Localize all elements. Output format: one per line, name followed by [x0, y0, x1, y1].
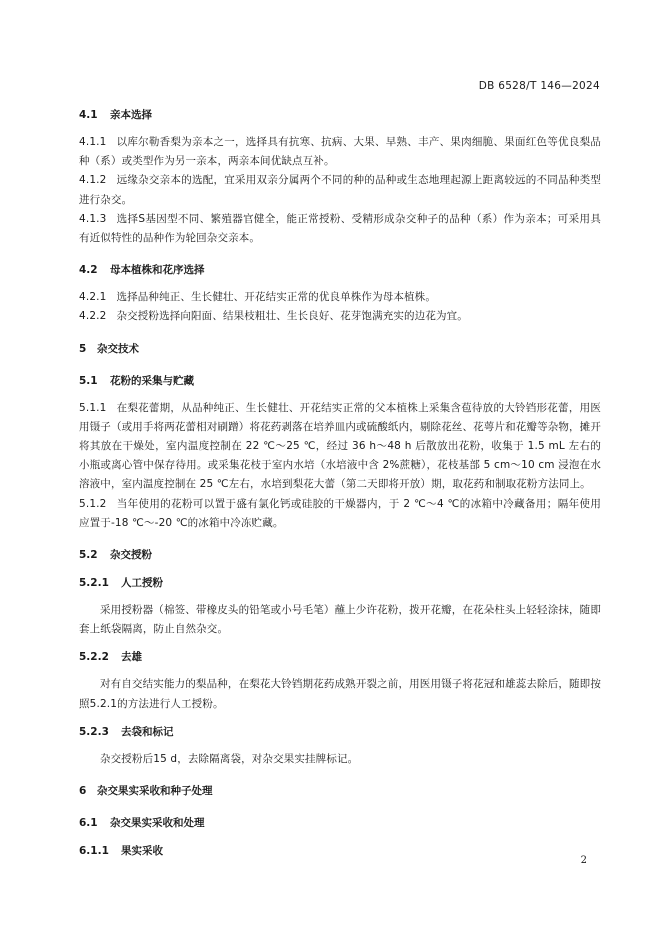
clause-5-1-1: 5.1.1 在梨花蕾期，从品种纯正、生长健壮、开花结实正常的父本植株上采集含苞待放的大铃铛形花蕾，用医用镊子（或用手将两花蕾相对刷蹭）将花药剥落在培养皿内或硫酸纸内，剔除花丝、花萼片和花瓣等杂物，摊开将其放在干燥处，室内温度控制在 22 ℃～25 ℃，经过 36 h～48 h 后散放出花粉，收集于 1.5 mL 左右的小瓶或离心管中保存待用。或采集花枝于室内水培（水培液中含 2%蔗糖），花枝基部 5 cm～10 cm 浸泡在水溶液中，室内温度控制在 25 ℃左右，水培到梨花大蕾（第二天即将开放）期，取花药和制取花粉方法同上。	[79, 401, 601, 491]
heading-title: 杂交技术	[97, 342, 139, 355]
heading-5-2-1	[79, 573, 601, 593]
standard-code: DB 6528/T 146—2024	[478, 80, 600, 92]
clause-4-2-1: 4.2.1 选择品种纯正、生长健壮、开花结实正常的优良单株作为母本植株。	[79, 291, 436, 304]
heading-title: 果实采收	[121, 845, 163, 858]
heading-title: 去袋和标记	[121, 725, 174, 738]
heading-number: 5.2.2	[79, 651, 109, 664]
heading-title: 去雄	[121, 651, 142, 664]
heading-title: 花粉的采集与贮藏	[110, 374, 194, 387]
heading-5-2-3	[79, 722, 601, 742]
heading-number: 5.2.1	[79, 577, 109, 590]
paragraph-5-2-3: 杂交授粉后15 d，去除隔离袋，对杂交果实挂牌标记。	[100, 752, 359, 765]
heading-title: 杂交果实采收和种子处理	[97, 785, 213, 798]
clause-4-2-2: 4.2.2 杂交授粉选择向阳面、结果枝粗壮、生长良好、花芽饱满充实的边花为宜。	[79, 310, 468, 323]
heading-6-1	[79, 813, 601, 833]
heading-title: 亲本选择	[110, 109, 152, 121]
heading-number: 5.1	[79, 374, 98, 387]
page-number: 2	[580, 855, 587, 866]
heading-number: 6	[79, 785, 87, 798]
heading-number: 6.1	[79, 817, 98, 830]
heading-number: 5.2	[79, 549, 98, 562]
heading-title: 杂交果实采收和处理	[110, 817, 205, 830]
heading-number: 5.2.3	[79, 725, 109, 738]
paragraph-5-2-1: 采用授粉器（棉签、带橡皮头的铅笔或小号毛笔）蘸上少许花粉，拨开花瓣，在花朵柱头上轻轻涂抹，随即套上纸袋隔离，防止自然杂交。	[79, 604, 601, 636]
heading-6	[79, 781, 601, 801]
heading-number: 5	[79, 342, 87, 355]
heading-title: 杂交授粉	[110, 549, 152, 562]
heading-4-2	[79, 260, 601, 280]
clause-4-1-2: 4.1.2 远缘杂交亲本的选配，宜采用双亲分属两个不同的种的品种或生态地理起源上距离较远的不同品种类型进行杂交。	[79, 174, 601, 206]
heading-5-2-2	[79, 647, 601, 667]
heading-5	[79, 339, 601, 359]
heading-number: 4.2	[79, 264, 98, 277]
heading-number: 6.1.1	[79, 845, 109, 858]
document-body	[79, 105, 601, 861]
heading-5-2	[79, 545, 601, 565]
heading-title: 人工授粉	[121, 577, 163, 590]
clause-4-1-1: 4.1.1 以库尔勒香梨为亲本之一，选择具有抗寒、抗病、大果、早熟、丰产、果肉细脆、果面红色等优良梨品种（系）或类型作为另一亲本，两亲本间优缺点互补。	[79, 136, 601, 168]
heading-number: 4.1	[79, 109, 98, 121]
heading-title: 母本植株和花序选择	[110, 264, 205, 277]
clause-5-1-2: 5.1.2 当年使用的花粉可以置于盛有氯化钙或硅胶的干燥器内，于 2 ℃～4 ℃的冰箱中冷藏备用；隔年使用应置于-18 ℃～-20 ℃的冰箱中冷冻贮藏。	[79, 497, 601, 529]
heading-6-1-1	[79, 841, 601, 861]
heading-5-1	[79, 371, 601, 391]
heading-4-1	[79, 105, 601, 125]
clause-4-1-3: 4.1.3 选择S基因型不同、繁殖器官健全，能正常授粉、受精形成杂交种子的品种（系）作为亲本；可采用具有近似特性的品种作为轮回杂交亲本。	[79, 212, 601, 245]
paragraph-5-2-2: 对有自交结实能力的梨品种，在梨花大铃铛期花药成熟开裂之前，用医用镊子将花冠和雄蕊去除后，随即按照5.2.1的方法进行人工授粉。	[79, 678, 601, 710]
